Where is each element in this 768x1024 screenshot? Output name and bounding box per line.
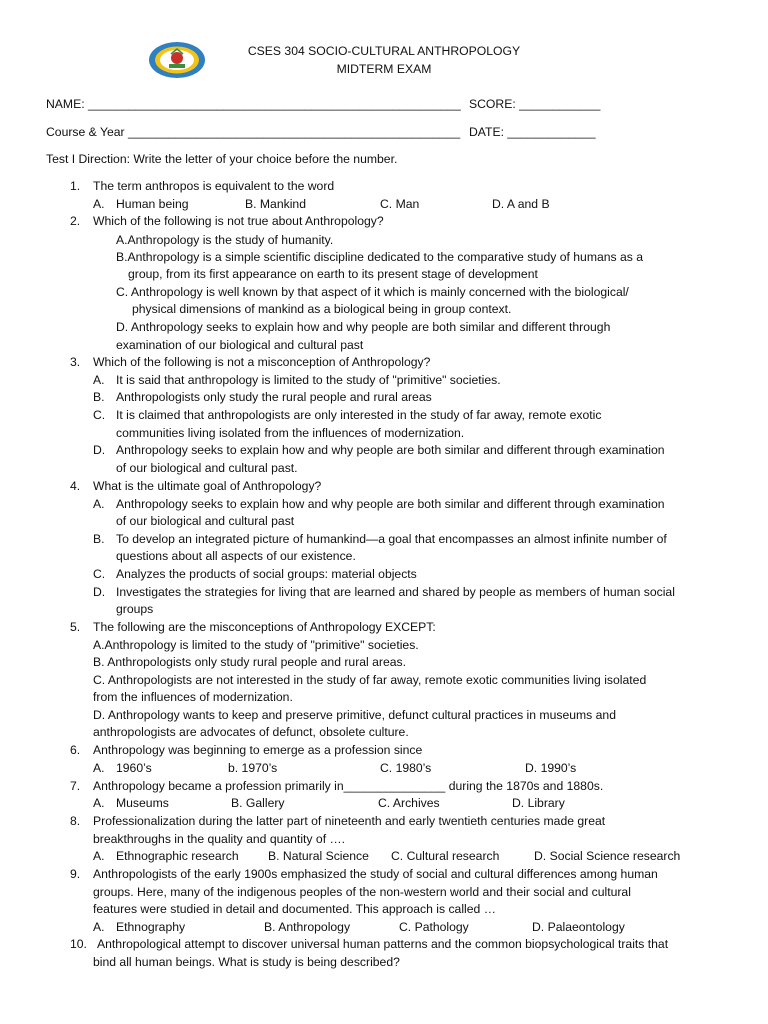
choice-b: B. Anthropology xyxy=(264,920,351,934)
option-line: A.Anthropology is limited to the study of "primitive" societies. xyxy=(93,638,419,652)
question-text: Anthropology became a profession primarily in_______________ during the 1870s and 1880s. xyxy=(93,779,604,793)
option-line: of our biological and cultural past xyxy=(116,514,295,528)
choice-letter: A. xyxy=(93,497,105,511)
score-field: SCORE: ____________ xyxy=(469,97,601,111)
question-text: Anthropologists of the early 1900s emphasized the study of social and cultural differences among human xyxy=(93,867,658,881)
option-line: B.Anthropology is a simple scientific discipline dedicated to the comparative study of humans as a xyxy=(116,250,644,264)
option-line: physical dimensions of mankind as a biological being in group context. xyxy=(132,302,512,316)
choice-c: C. Archives xyxy=(378,796,440,810)
option-line: A.Anthropology is the study of humanity. xyxy=(116,233,334,247)
choice-d: D. A and B xyxy=(492,197,550,211)
choice-letter: A. xyxy=(93,796,105,810)
option-line: C. Anthropologists are not interested in the study of far away, remote exotic communities living isolated xyxy=(93,673,647,687)
question-text: breakthroughs in the quality and quantity of …. xyxy=(93,832,346,846)
option-line: Analyzes the products of social groups: material objects xyxy=(116,567,417,581)
option-line: To develop an integrated picture of humankind—a goal that encompasses an almost infinite number of xyxy=(116,532,667,546)
choice-b: b. 1970’s xyxy=(228,761,278,775)
option-line: anthropologists are advocates of defunct, obsolete culture. xyxy=(93,725,409,739)
option-line: B. Anthropologists only study rural people and rural areas. xyxy=(93,655,406,669)
choice-d: D. Palaeontology xyxy=(532,920,625,934)
choice-letter: D. xyxy=(93,443,106,457)
choice-a: Museums xyxy=(116,796,169,810)
choice-d: D. Library xyxy=(512,796,565,810)
exam-subtitle: MIDTERM EXAM xyxy=(336,62,432,76)
option-line: Anthropology seeks to explain how and why people are both similar and different through examination xyxy=(116,497,665,511)
choice-letter: B. xyxy=(93,532,105,546)
course-year-field: Course & Year _________________________________________________ xyxy=(46,125,461,139)
question-text: Which of the following is not true about Anthropology? xyxy=(93,214,384,228)
choice-b: B. Natural Science xyxy=(268,849,369,863)
choice-a: Ethnography xyxy=(116,920,186,934)
choice-letter: A. xyxy=(93,373,105,387)
choice-letter: A. xyxy=(93,197,105,211)
choice-letter: C. xyxy=(93,567,106,581)
question-number: 4. xyxy=(70,479,81,493)
choice-letter: C. xyxy=(93,408,106,422)
question-number: 10. xyxy=(70,937,87,951)
question-number: 2. xyxy=(70,214,81,228)
option-line: It is said that anthropology is limited to the study of "primitive" societies. xyxy=(116,373,501,387)
choice-letter: D. xyxy=(93,585,106,599)
question-text: Anthropology was beginning to emerge as a profession since xyxy=(93,743,423,757)
question-text: bind all human beings. What is study is being described? xyxy=(93,955,400,969)
option-line: from the influences of modernization. xyxy=(93,690,293,704)
name-field: NAME: _______________________________________________________ xyxy=(46,97,461,111)
question-text: Which of the following is not a misconception of Anthropology? xyxy=(93,355,431,369)
option-line: groups xyxy=(116,602,154,616)
option-line: of our biological and cultural past. xyxy=(116,461,298,475)
question-text: Professionalization during the latter part of nineteenth and early twentieth centuries made great xyxy=(93,814,606,828)
choice-c: C. 1980’s xyxy=(380,761,432,775)
choice-c: C. Pathology xyxy=(399,920,469,934)
option-line: D. Anthropology wants to keep and preserve primitive, defunct cultural practices in museums and xyxy=(93,708,616,722)
question-number: 1. xyxy=(70,179,81,193)
choice-a: Human being xyxy=(116,197,189,211)
date-field: DATE: _____________ xyxy=(469,125,596,139)
choice-b: B. Mankind xyxy=(245,197,306,211)
question-text: The following are the misconceptions of Anthropology EXCEPT: xyxy=(93,620,436,634)
option-line: D. Anthropology seeks to explain how and why people are both similar and different through xyxy=(116,320,611,334)
option-line: communities living isolated from the influences of modernization. xyxy=(116,426,465,440)
choice-letter: A. xyxy=(93,761,105,775)
question-number: 3. xyxy=(70,355,81,369)
choice-a: Ethnographic research xyxy=(116,849,239,863)
option-line: questions about all aspects of our existence. xyxy=(116,549,356,563)
question-number: 8. xyxy=(70,814,81,828)
question-text: The term anthropos is equivalent to the word xyxy=(93,179,335,193)
choice-c: C. Man xyxy=(380,197,420,211)
choice-letter: A. xyxy=(93,920,105,934)
question-number: 6. xyxy=(70,743,81,757)
choice-letter: B. xyxy=(93,390,105,404)
choice-c: C. Cultural research xyxy=(391,849,500,863)
test-direction: Test I Direction: Write the letter of your choice before the number. xyxy=(46,152,398,166)
option-line: It is claimed that anthropologists are only interested in the study of far away, remote exotic xyxy=(116,408,602,422)
choice-letter: A. xyxy=(93,849,105,863)
option-line: Anthropology seeks to explain how and why people are both similar and different through examination xyxy=(116,443,665,457)
question-number: 7. xyxy=(70,779,81,793)
question-text: groups. Here, many of the indigenous peoples of the non-western world and their social and cultural xyxy=(93,885,631,899)
question-number: 5. xyxy=(70,620,81,634)
option-line: examination of our biological and cultural past xyxy=(116,338,364,352)
option-line: group, from its first appearance on earth to its present stage of development xyxy=(128,267,538,281)
option-line: Anthropologists only study the rural people and rural areas xyxy=(116,390,432,404)
question-text: What is the ultimate goal of Anthropology? xyxy=(93,479,322,493)
choice-a: 1960’s xyxy=(116,761,152,775)
choice-d: D. 1990’s xyxy=(525,761,577,775)
question-number: 9. xyxy=(70,867,81,881)
exam-title: CSES 304 SOCIO-CULTURAL ANTHROPOLOGY xyxy=(247,44,521,58)
question-text: features were studied in detail and documented. This approach is called … xyxy=(93,902,496,916)
choice-d: D. Social Science research xyxy=(534,849,681,863)
question-text: Anthropological attempt to discover universal human patterns and the common biopsychological traits that xyxy=(97,937,669,951)
choice-b: B. Gallery xyxy=(231,796,285,810)
option-line: Investigates the strategies for living that are learned and shared by people as members of human social xyxy=(116,585,675,599)
option-line: C. Anthropology is well known by that aspect of it which is mainly concerned with the biological/ xyxy=(116,285,629,299)
